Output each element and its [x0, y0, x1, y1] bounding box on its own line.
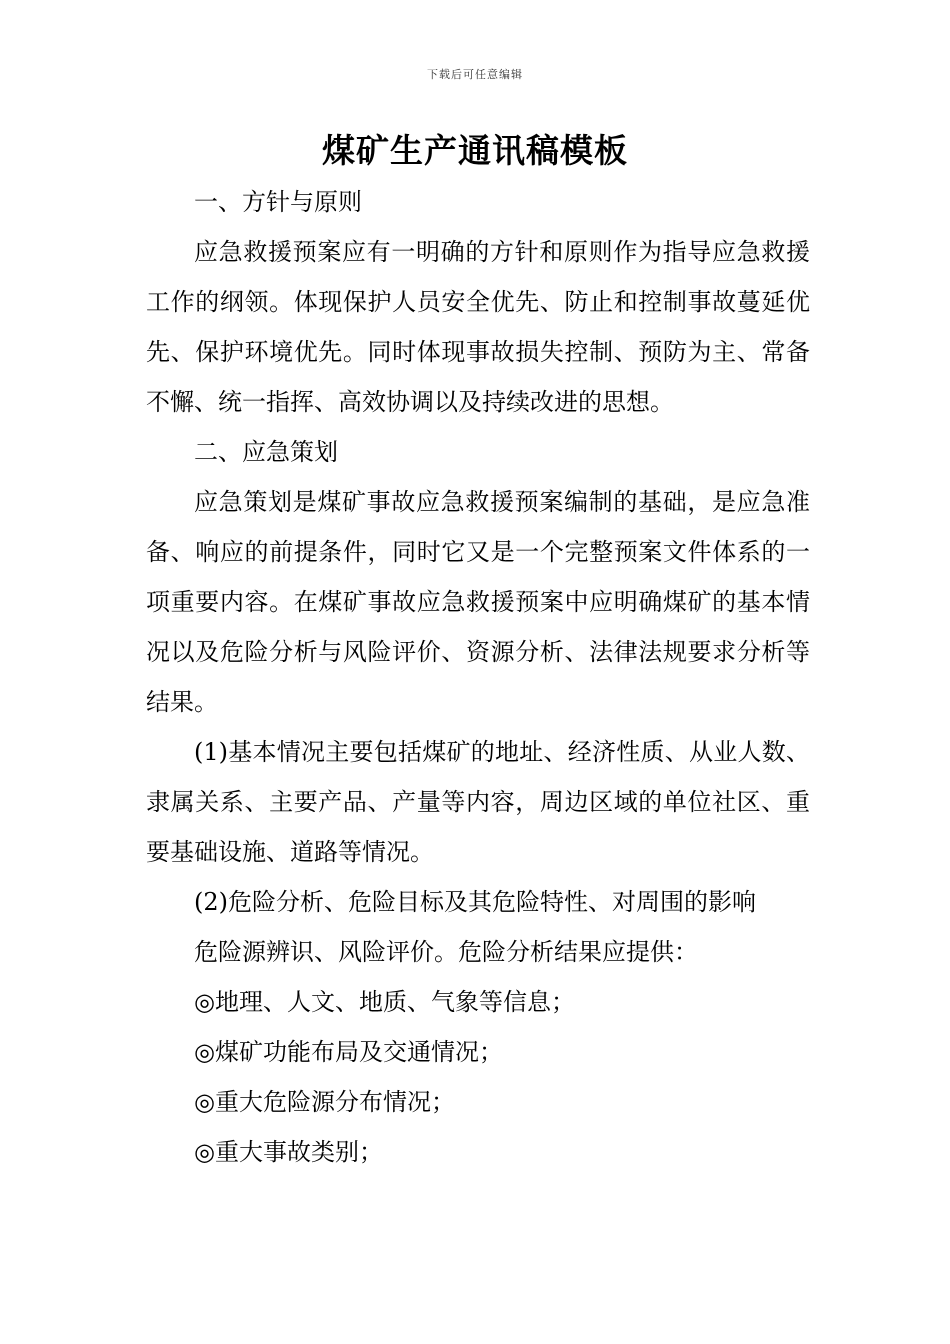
paragraph-planning: 应急策划是煤矿事故应急救援预案编制的基础，是应急准备、响应的前提条件，同时它又是一个完整预案文件体系的一项重要内容。在煤矿事故应急救援预案中应明确煤矿的基本情况以及危险分析与风险评价、资源分析、法律法规要求分析等结果。 — [146, 488, 810, 716]
paragraph-hazard-results: 危险源辨识、风险评价。危险分析结果应提供： — [194, 938, 698, 966]
list-item: ◎地理、人文、地质、气象等信息； — [194, 988, 575, 1016]
section-heading-planning: 二、应急策划 — [194, 438, 338, 466]
list-item: ◎煤矿功能布局及交通情况； — [194, 1038, 503, 1066]
paragraph-hazard-analysis: (2)危险分析、危险目标及其危险特性、对周围的影响 — [194, 888, 756, 916]
list-item: ◎重大事故类别； — [194, 1138, 383, 1166]
paragraph-principles: 应急救援预案应有一明确的方针和原则作为指导应急救援工作的纲领。体现保护人员安全优先、防止和控制事故蔓延优先、保护环境优先。同时体现事故损失控制、预防为主、常备不懈、统一指挥、高效协调以及持续改进的思想。 — [146, 238, 810, 416]
document-title: 煤矿生产通讯稿模板 — [322, 131, 628, 170]
header-note: 下载后可任意编辑 — [427, 68, 523, 81]
document-body — [146, 177, 810, 1177]
section-heading-principles: 一、方针与原则 — [194, 188, 362, 216]
list-item: ◎重大危险源分布情况； — [194, 1088, 455, 1116]
paragraph-basic-info: (1)基本情况主要包括煤矿的地址、经济性质、从业人数、隶属关系、主要产品、产量等内容，周边区域的单位社区、重要基础设施、道路等情况。 — [146, 738, 810, 866]
